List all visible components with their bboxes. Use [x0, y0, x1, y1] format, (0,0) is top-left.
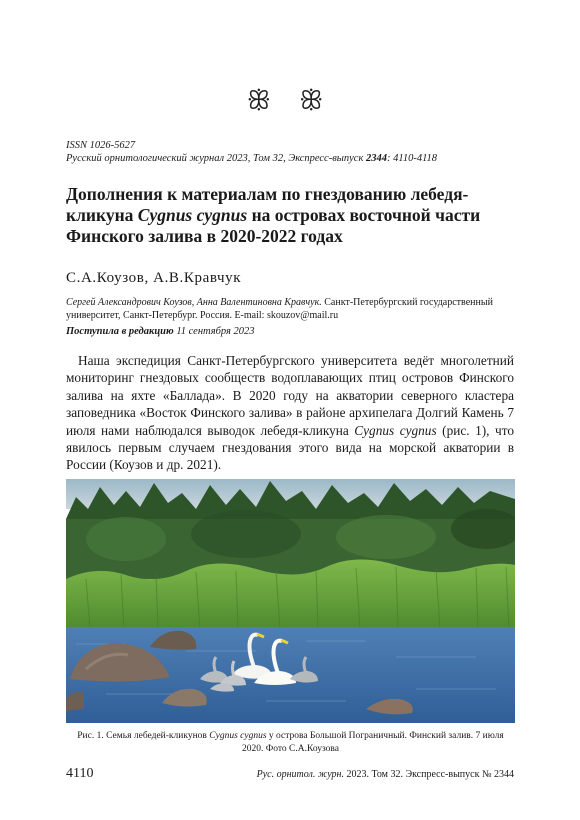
figure-photo-swans [66, 479, 515, 723]
title-latin-name: Cygnus cygnus [137, 205, 248, 225]
swan-family-photo [66, 479, 515, 723]
affiliation-names: Сергей Александрович Коузов, Анна Валентиновна Кравчук. [66, 297, 322, 308]
caption-text-1: Рис. 1. Семья лебедей-кликунов [77, 731, 210, 741]
issn-line: ISSN 1026-5627 [66, 140, 136, 151]
title-text-1: Дополнения к материалам по гнездованию лебедя-кликуна [66, 184, 469, 225]
footer-journal-abbrev: Рус. орнитол. журн. [256, 769, 344, 780]
page-number: 4110 [66, 766, 94, 781]
body-text-1: Наша экспедиция Санкт-Петербургского университета ведёт многолетний мониторинг гнездовых сообществ водоплавающих птиц островов Финского залива на яхте «Баллада». В 2020 году на акватории северного кластера заповедника «Восток Финского залива» в районе архипелага Долгий Камень 7 июля нами наблюдался выводок лебедя-кликуна [66, 353, 514, 438]
caption-text-2: у острова Большой Пограничный. Финский залив. 7 июля 2020. Фото С.А.Коузова [241, 731, 504, 754]
title-text-2: на островах восточной части Финского залива в 2020-2022 годах [66, 205, 481, 246]
caption-latin-name: Cygnus cygnus [209, 731, 267, 741]
article-title [66, 184, 526, 247]
footer-journal-details: 2023. Том 32. Экспресс-выпуск № 2344 [343, 769, 514, 780]
author-affiliation [66, 296, 516, 322]
journal-name: Русский орнитологический журнал 2023, Том 32, Экспресс-выпуск [66, 153, 366, 164]
footer-journal-citation [257, 769, 514, 780]
body-text-2: (рис. 1), что явилось первым случаем гнездования этого вида на морской акватории в России (Коузов и др. 2021). [66, 422, 514, 473]
page-range: : 4110-4118 [387, 153, 438, 164]
journal-citation-line [66, 152, 516, 165]
affiliation-details: Санкт-Петербургский государственный университет, Санкт-Петербург. Россия. E-mail: skouzov@mail.ru [66, 297, 493, 321]
received-label: Поступила в редакцию [66, 326, 174, 337]
received-date-line [66, 326, 516, 337]
body-paragraph [66, 352, 514, 474]
article-authors: С.А.Коузов, А.В.Кравчук [66, 270, 242, 286]
received-date: 11 сентября 2023 [173, 326, 255, 337]
body-latin-name: Cygnus cygnus [354, 422, 437, 438]
issue-number: 2344 [366, 153, 387, 164]
figure-caption [66, 730, 515, 755]
decorative-ornament: ꕥ ꕥ [246, 86, 334, 116]
journal-metadata [66, 139, 516, 165]
